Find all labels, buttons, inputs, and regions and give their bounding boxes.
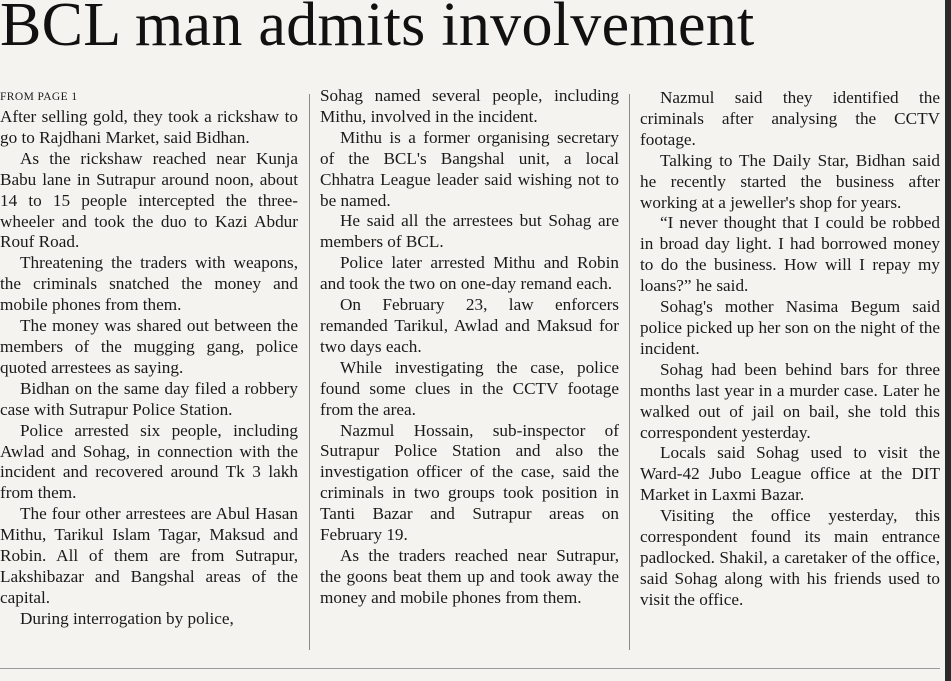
headline: BCL man admits involvement [0,0,755,59]
paragraph: While investigating the case, police found some clues in the CCTV footage from the area. [320,357,619,419]
paragraph: Talking to The Daily Star, Bidhan said he recently started the business after working at a jeweller's shop for years. [640,150,940,212]
from-page-label: FROM PAGE 1 [0,91,78,103]
paragraph: On February 23, law enforcers remanded Tarikul, Awlad and Maksud for two days each. [320,295,619,356]
paragraph: Mithu is a former organising secretary of the BCL's Bangshal unit, a local Chhatra League leader said wishing not to be named. [320,127,619,210]
column-divider [629,94,630,650]
paragraph: Police later arrested Mithu and Robin and took the two on one-day remand each. [320,253,619,294]
paragraph: “I never thought that I could be robbed in broad day light. I had borrowed money to do the business. How will I repay my loans?” he said. [640,213,940,296]
paragraph: Sohag named several people, including Mithu, involved in the incident. [320,86,619,126]
paragraph: As the rickshaw reached near Kunja Babu lane in Sutrapur around noon, about 14 to 15 people intercepted the three-wheeler and took the duo to Kazi Abdur Rouf Road. [0,148,298,252]
paragraph: As the traders reached near Sutrapur, the goons beat them up and took away the money and mobile phones from them. [320,545,619,607]
paragraph: After selling gold, they took a rickshaw to go to Rajdhani Market, said Bidhan. [0,107,298,147]
paragraph: The money was shared out between the members of the mugging gang, police quoted arrestees as saying. [0,316,298,377]
paragraph: Locals said Sohag used to visit the Ward-42 Jubo League office at the DIT Market in Laxmi Bazar. [640,443,940,505]
paragraph: Bidhan on the same day filed a robbery case with Sutrapur Police Station. [0,378,298,419]
paragraph: Nazmul Hossain, sub-inspector of Sutrapur Police Station and also the investigation officer of the case, said the criminals in two groups took position in Tanti Bazar and Sutrapur areas on February 19. [320,420,619,545]
paragraph: Threatening the traders with weapons, the criminals snatched the money and mobile phones from them. [0,253,298,315]
column-divider [309,94,310,650]
paragraph: During interrogation by police, [20,608,234,628]
paragraph: Visiting the office yesterday, this correspondent found its main entrance padlocked. Shakil, a caretaker of the office, said Sohag along with his friends used to visit the office. [640,506,940,609]
paragraph: Police arrested six people, including Awlad and Sohag, in connection with the incident and recovered around Tk 3 lakh from them. [0,420,298,503]
article-column-2 [320,86,619,609]
article-column-1 [0,86,298,630]
paragraph: Nazmul said they identified the criminals after analysing the CCTV footage. [640,88,940,149]
paragraph: Sohag's mother Nasima Begum said police picked up her son on the night of the incident. [640,297,940,358]
paragraph: The four other arrestees are Abul Hasan Mithu, Tarikul Islam Tagar, Maksud and Robin. All of them are from Sutrapur, Lakshibazar and Bangshal areas of the capital. [0,504,298,607]
article-column-3 [640,88,940,611]
paragraph: He said all the arrestees but Sohag are members of BCL. [320,211,619,252]
paragraph: Sohag had been behind bars for three months last year in a murder case. Later he walked out of jail on bail, she told this correspondent yesterday. [640,359,940,442]
page-edge [945,0,951,681]
bottom-rule [0,668,940,669]
